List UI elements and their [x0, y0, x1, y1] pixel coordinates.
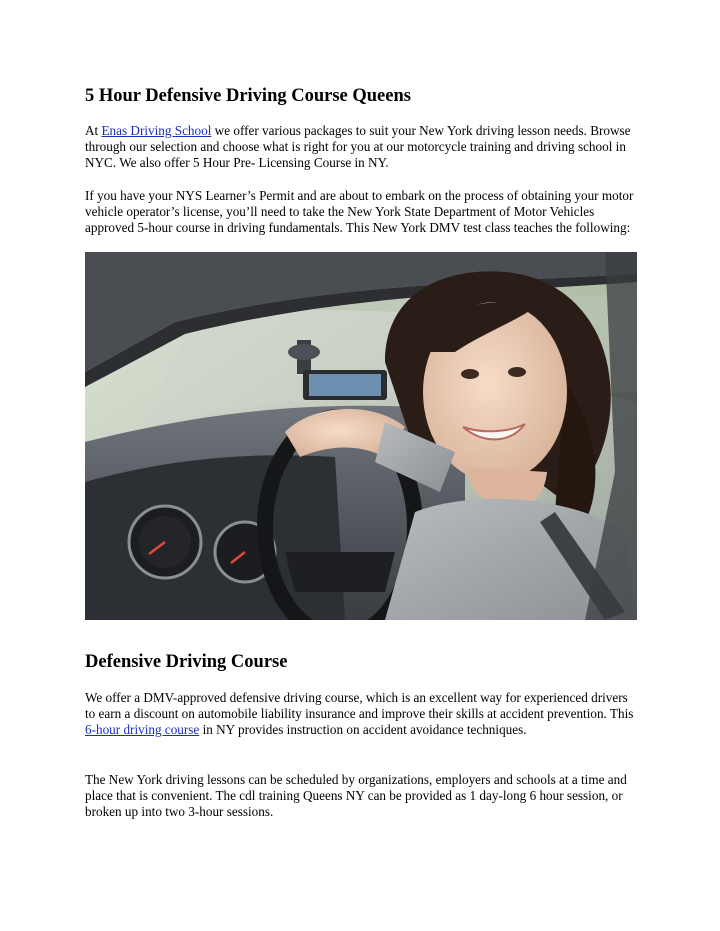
- defensive-text-before: We offer a DMV-approved defensive driving course, which is an excellent way for experienced drivers to earn a discount on automobile liability insurance and improve their skills at accident prevention. This: [85, 690, 634, 721]
- intro-paragraph: [85, 123, 637, 171]
- enas-driving-school-link[interactable]: Enas Driving School: [101, 123, 212, 138]
- six-hour-course-link[interactable]: 6-hour driving course: [85, 722, 200, 737]
- intro-text-before: At: [85, 123, 102, 138]
- permit-paragraph: If you have your NYS Learner’s Permit and are about to embark on the process of obtaining your motor vehicle operator’s license, you’ll need to take the New York State Department of Motor Vehicles approved 5-hour course in driving fundamentals. This New York DMV test class teaches the following:: [85, 188, 634, 235]
- defensive-text-after: in NY provides instruction on accident avoidance techniques.: [199, 722, 527, 737]
- page-title: 5 Hour Defensive Driving Course Queens: [85, 86, 411, 106]
- scheduling-paragraph: The New York driving lessons can be scheduled by organizations, employers and schools at a time and place that is convenient. The cdl training Queens NY can be provided as 1 day-long 6 hour session, or broken up into two 3-hour sessions.: [85, 772, 627, 819]
- woman-driving-car-photo: [85, 252, 637, 620]
- intro-text-after: we offer various packages to suit your New York driving lesson needs. Browse through our selection and choose what is right for you at our motorcycle training and driving school in NYC. We also offer 5 Hour Pre- Licensing Course in NY.: [85, 123, 631, 170]
- section-heading-defensive-driving: Defensive Driving Course: [85, 652, 288, 672]
- defensive-course-paragraph: [85, 690, 637, 738]
